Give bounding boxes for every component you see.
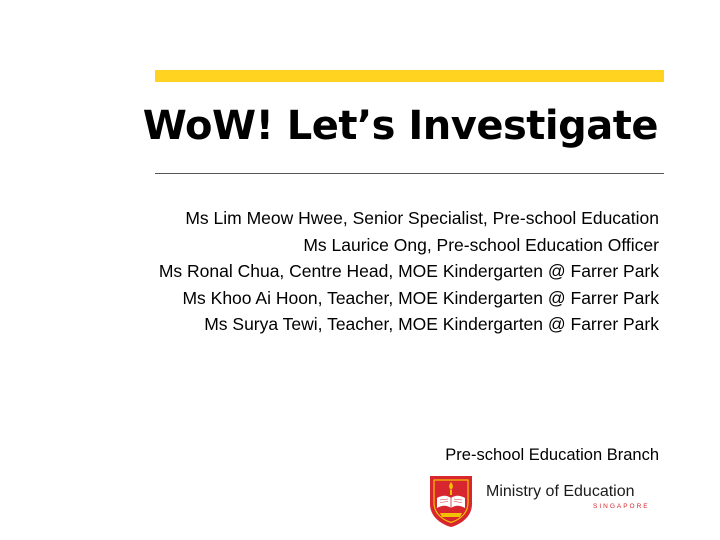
presenter-list	[60, 205, 659, 338]
ministry-country: SINGAPORE	[593, 503, 650, 510]
title-divider	[155, 173, 664, 174]
presenter-item: Ms Laurice Ong, Pre-school Education Officer	[303, 234, 659, 255]
ministry-name: Ministry of Education	[486, 483, 635, 500]
accent-bar	[155, 70, 664, 82]
slide-title: WoW! Let’s Investigate	[142, 103, 658, 149]
presenter-item: Ms Lim Meow Hwee, Senior Specialist, Pre-school Education	[185, 208, 659, 228]
presenter-item: Ms Ronal Chua, Centre Head, MOE Kindergarten @ Farrer Park	[158, 261, 659, 281]
moe-logo	[428, 474, 664, 530]
moe-crest-icon	[428, 474, 474, 528]
branch-name: Pre-school Education Branch	[445, 446, 659, 464]
presenter-item: Ms Khoo Ai Hoon, Teacher, MOE Kindergarten @ Farrer Park	[182, 287, 659, 308]
presenter-item: Ms Surya Tewi, Teacher, MOE Kindergarten @ Farrer Park	[204, 314, 659, 334]
